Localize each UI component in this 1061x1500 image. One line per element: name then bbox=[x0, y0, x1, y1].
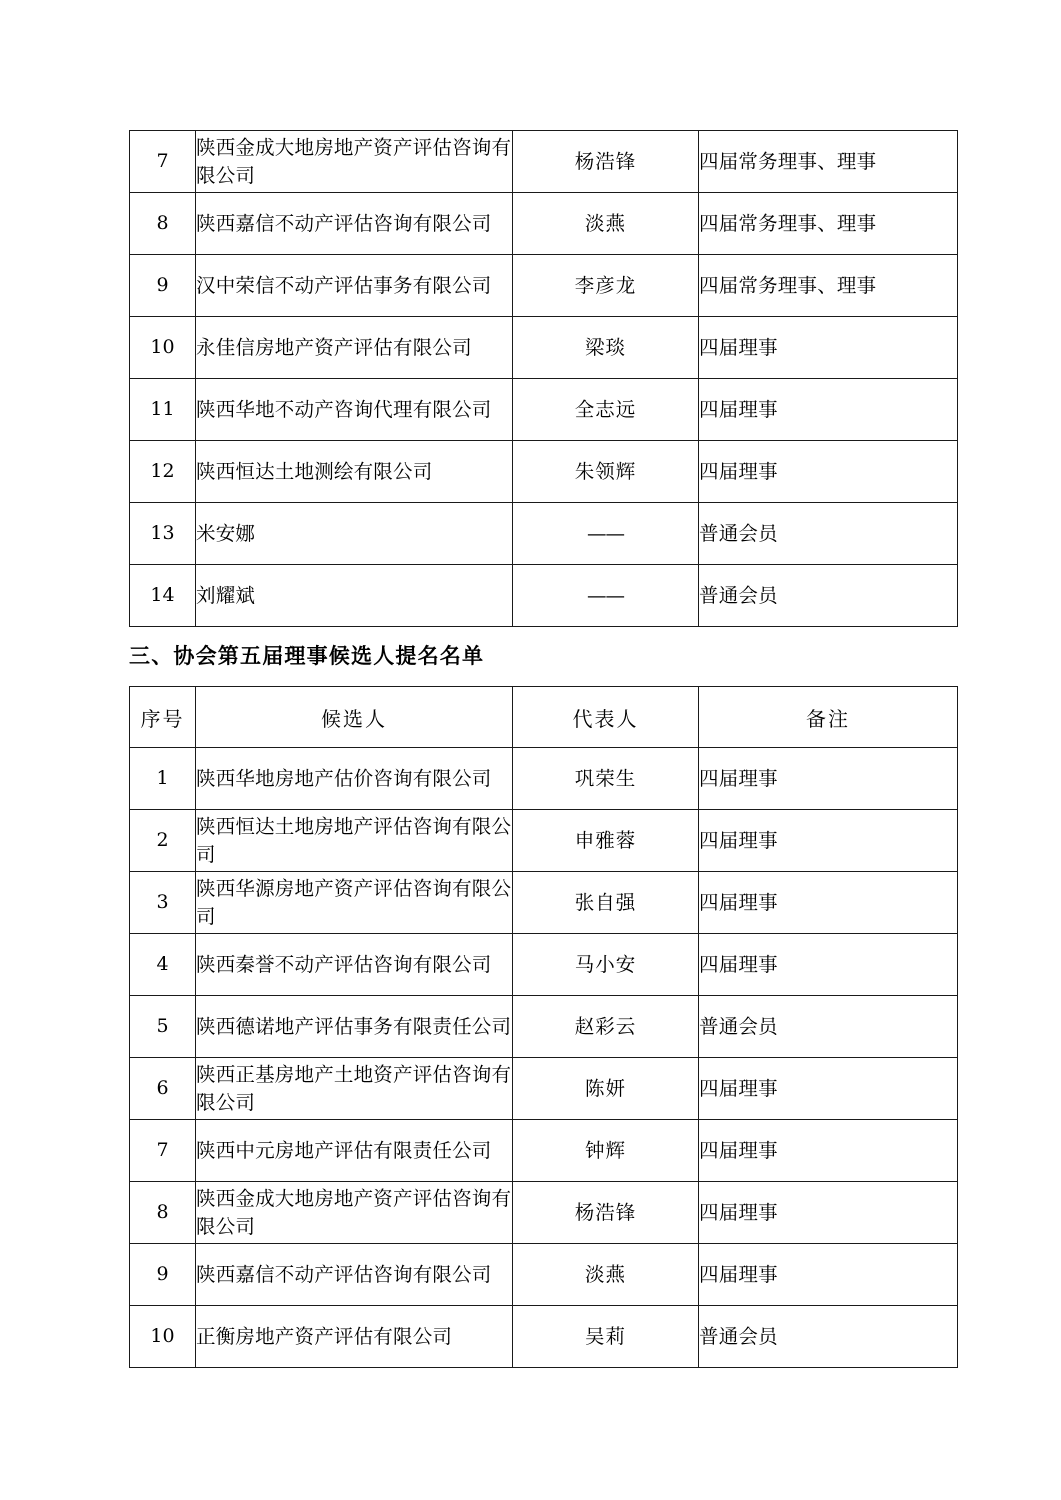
cell-representative: 张自强 bbox=[513, 872, 699, 934]
table-row bbox=[130, 810, 958, 872]
cell-candidate-name: 陕西嘉信不动产评估咨询有限公司 bbox=[196, 1244, 513, 1306]
cell-serial-number: 12 bbox=[130, 441, 196, 503]
table-row bbox=[130, 1120, 958, 1182]
cell-serial-number: 4 bbox=[130, 934, 196, 996]
cell-remark: 四届常务理事、理事 bbox=[699, 255, 958, 317]
cell-remark: 四届理事 bbox=[699, 1182, 958, 1244]
cell-serial-number: 8 bbox=[130, 1182, 196, 1244]
table-row bbox=[130, 1058, 958, 1120]
cell-representative: 吴莉 bbox=[513, 1306, 699, 1368]
table-row bbox=[130, 379, 958, 441]
cell-representative: 梁琰 bbox=[513, 317, 699, 379]
cell-serial-number: 3 bbox=[130, 872, 196, 934]
table-row bbox=[130, 1306, 958, 1368]
cell-serial-number: 13 bbox=[130, 503, 196, 565]
cell-candidate-name: 陕西华源房地产资产评估咨询有限公司 bbox=[196, 872, 513, 934]
cell-serial-number: 7 bbox=[130, 131, 196, 193]
cell-representative: 朱领辉 bbox=[513, 441, 699, 503]
cell-representative: 赵彩云 bbox=[513, 996, 699, 1058]
cell-representative: 马小安 bbox=[513, 934, 699, 996]
cell-candidate-name: 陕西秦誉不动产评估咨询有限公司 bbox=[196, 934, 513, 996]
cell-serial-number: 10 bbox=[130, 317, 196, 379]
section-heading: 三、协会第五届理事候选人提名名单 bbox=[129, 643, 485, 668]
cell-representative: 全志远 bbox=[513, 379, 699, 441]
cell-representative: —— bbox=[513, 565, 699, 627]
cell-candidate-name: 陕西恒达土地测绘有限公司 bbox=[196, 441, 513, 503]
cell-serial-number: 11 bbox=[130, 379, 196, 441]
table-row bbox=[130, 565, 958, 627]
cell-remark: 四届理事 bbox=[699, 1058, 958, 1120]
cell-serial-number: 9 bbox=[130, 1244, 196, 1306]
cell-remark: 四届理事 bbox=[699, 1120, 958, 1182]
cell-serial-number: 10 bbox=[130, 1306, 196, 1368]
cell-candidate-name: 永佳信房地产资产评估有限公司 bbox=[196, 317, 513, 379]
column-header-rep: 代表人 bbox=[513, 687, 699, 748]
cell-remark: 四届理事 bbox=[699, 810, 958, 872]
cell-representative: 杨浩锋 bbox=[513, 1182, 699, 1244]
cell-remark: 四届理事 bbox=[699, 441, 958, 503]
cell-representative: —— bbox=[513, 503, 699, 565]
cell-serial-number: 1 bbox=[130, 748, 196, 810]
cell-candidate-name: 米安娜 bbox=[196, 503, 513, 565]
cell-representative: 淡燕 bbox=[513, 1244, 699, 1306]
cell-representative: 巩荣生 bbox=[513, 748, 699, 810]
table-row bbox=[130, 317, 958, 379]
cell-remark: 四届理事 bbox=[699, 934, 958, 996]
cell-representative: 淡燕 bbox=[513, 193, 699, 255]
cell-serial-number: 5 bbox=[130, 996, 196, 1058]
cell-remark: 四届常务理事、理事 bbox=[699, 131, 958, 193]
table-header-row bbox=[130, 687, 958, 748]
table-row bbox=[130, 131, 958, 193]
column-header-name: 候选人 bbox=[196, 687, 513, 748]
cell-representative: 陈妍 bbox=[513, 1058, 699, 1120]
table-row bbox=[130, 503, 958, 565]
cell-remark: 四届理事 bbox=[699, 379, 958, 441]
table-row bbox=[130, 193, 958, 255]
cell-representative: 杨浩锋 bbox=[513, 131, 699, 193]
table-row bbox=[130, 1182, 958, 1244]
cell-candidate-name: 刘耀斌 bbox=[196, 565, 513, 627]
cell-serial-number: 2 bbox=[130, 810, 196, 872]
table-row bbox=[130, 255, 958, 317]
table-row bbox=[130, 996, 958, 1058]
cell-remark: 普通会员 bbox=[699, 503, 958, 565]
cell-remark: 四届常务理事、理事 bbox=[699, 193, 958, 255]
cell-remark: 四届理事 bbox=[699, 748, 958, 810]
cell-serial-number: 8 bbox=[130, 193, 196, 255]
cell-remark: 普通会员 bbox=[699, 1306, 958, 1368]
director-candidates-table bbox=[129, 686, 958, 1368]
table-row bbox=[130, 872, 958, 934]
cell-candidate-name: 陕西金成大地房地产资产评估咨询有限公司 bbox=[196, 131, 513, 193]
cell-candidate-name: 陕西恒达土地房地产评估咨询有限公司 bbox=[196, 810, 513, 872]
cell-remark: 普通会员 bbox=[699, 565, 958, 627]
cell-serial-number: 7 bbox=[130, 1120, 196, 1182]
cell-candidate-name: 陕西金成大地房地产资产评估咨询有限公司 bbox=[196, 1182, 513, 1244]
cell-candidate-name: 陕西中元房地产评估有限责任公司 bbox=[196, 1120, 513, 1182]
cell-representative: 钟辉 bbox=[513, 1120, 699, 1182]
cell-serial-number: 14 bbox=[130, 565, 196, 627]
cell-serial-number: 6 bbox=[130, 1058, 196, 1120]
table-row bbox=[130, 748, 958, 810]
column-header-no: 序号 bbox=[130, 687, 196, 748]
cell-representative: 申雅蓉 bbox=[513, 810, 699, 872]
table-row bbox=[130, 934, 958, 996]
cell-candidate-name: 陕西华地不动产咨询代理有限公司 bbox=[196, 379, 513, 441]
cell-candidate-name: 正衡房地产资产评估有限公司 bbox=[196, 1306, 513, 1368]
cell-candidate-name: 陕西正基房地产土地资产评估咨询有限公司 bbox=[196, 1058, 513, 1120]
cell-remark: 四届理事 bbox=[699, 1244, 958, 1306]
cell-remark: 普通会员 bbox=[699, 996, 958, 1058]
cell-candidate-name: 汉中荣信不动产评估事务有限公司 bbox=[196, 255, 513, 317]
cell-candidate-name: 陕西德诺地产评估事务有限责任公司 bbox=[196, 996, 513, 1058]
table-row bbox=[130, 441, 958, 503]
cell-representative: 李彦龙 bbox=[513, 255, 699, 317]
cell-candidate-name: 陕西华地房地产估价咨询有限公司 bbox=[196, 748, 513, 810]
table-row bbox=[130, 1244, 958, 1306]
cell-candidate-name: 陕西嘉信不动产评估咨询有限公司 bbox=[196, 193, 513, 255]
column-header-remark: 备注 bbox=[699, 687, 958, 748]
supervisor-candidates-table bbox=[129, 130, 958, 627]
cell-remark: 四届理事 bbox=[699, 872, 958, 934]
cell-remark: 四届理事 bbox=[699, 317, 958, 379]
cell-serial-number: 9 bbox=[130, 255, 196, 317]
